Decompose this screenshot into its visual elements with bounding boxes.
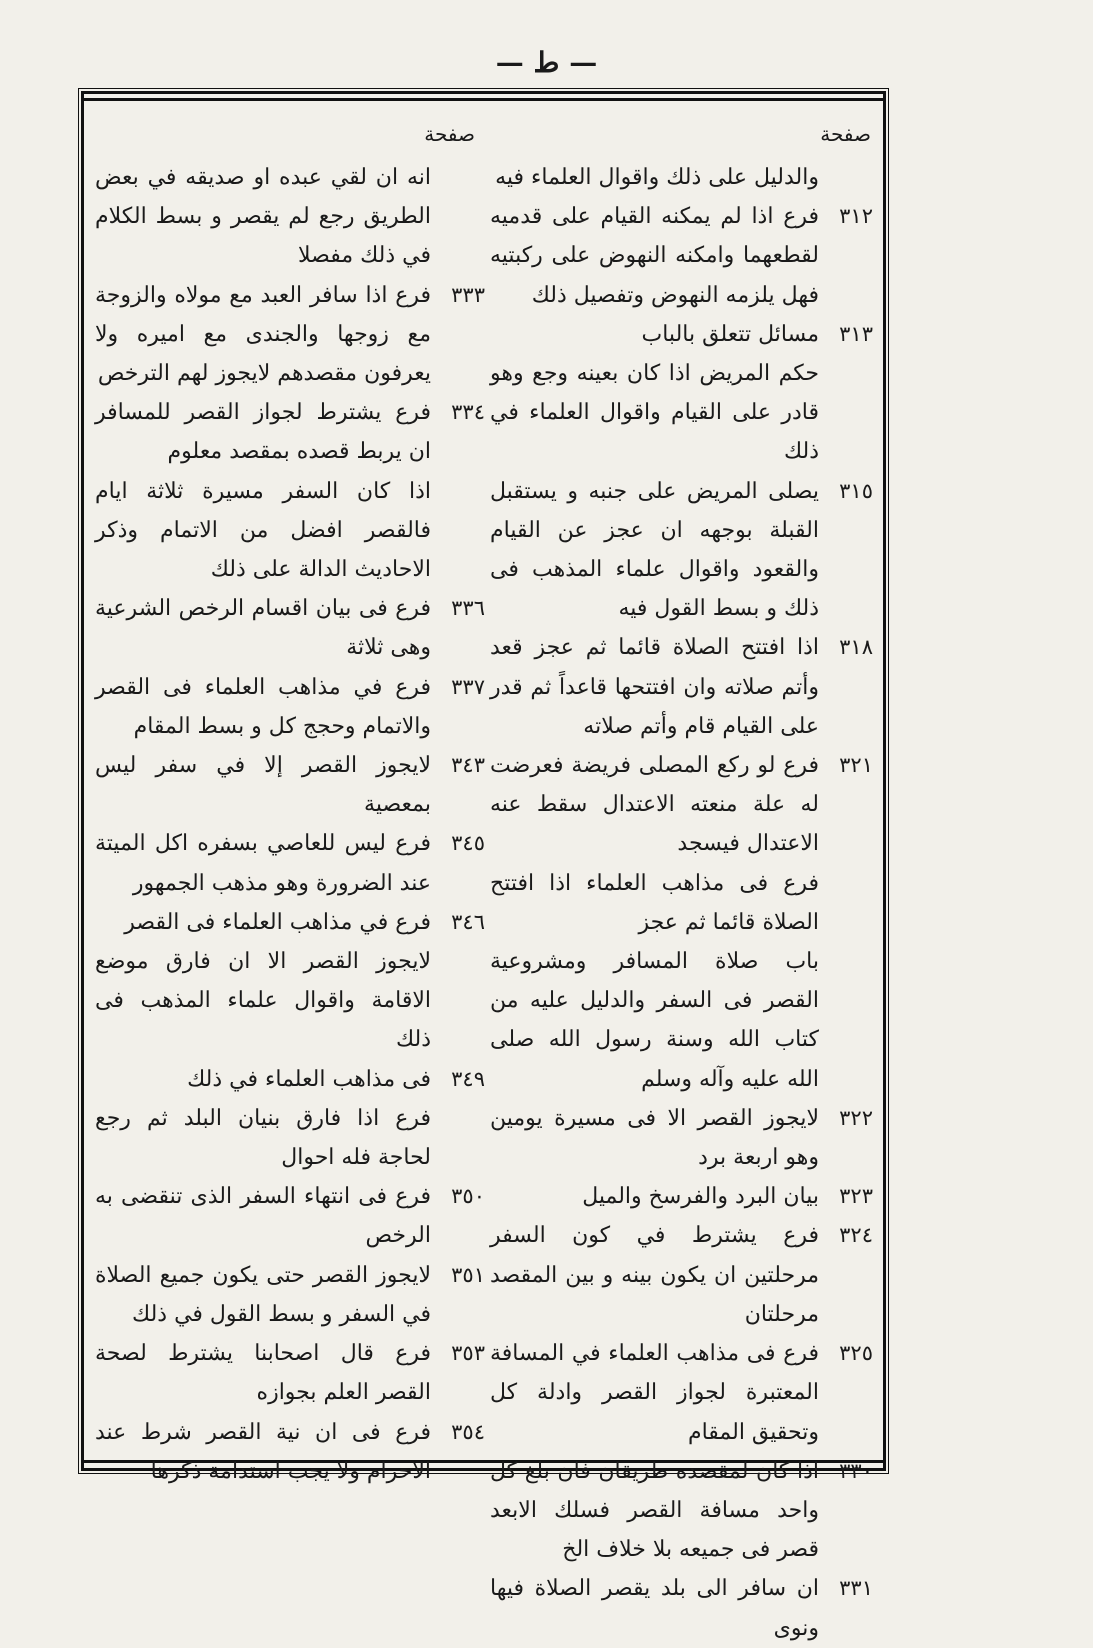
entry-text: فرع فى مذاهب العلماء في المسافة المعتبرة لجواز القصر وادلة كل وتحقيق المقام <box>490 1341 819 1445</box>
page-number: ٣٤٥ <box>451 831 485 856</box>
page-number: ٣١٨ <box>839 635 873 660</box>
entry-text: لايجوز القصر الا ان فارق موضع الاقامة واقوال علماء المذهب فى ذلك <box>95 949 431 1053</box>
toc-entry <box>95 942 487 1060</box>
toc-entry <box>95 824 487 902</box>
toc-entry <box>95 472 487 590</box>
entry-text: اذا افتتح الصلاة قائما ثم عجز قعد وأتم صلاته وان افتتحها قاعداً ثم قدر على القيام قام وأتم صلاته <box>490 635 819 739</box>
page-number: ٣٣٤ <box>451 400 485 425</box>
entry-text: فرع فى مذاهب العلماء اذا افتتح الصلاة قائما ثم عجز <box>490 870 819 935</box>
page-number: ٣١٢ <box>839 204 873 229</box>
entry-text: فرع فى بيان اقسام الرخص الشرعية وهى ثلاثة <box>95 596 431 661</box>
toc-entry <box>95 1060 487 1099</box>
toc-entry <box>490 1452 875 1570</box>
page-number: ٣٥٣ <box>451 1341 485 1366</box>
toc-entry <box>95 1177 487 1255</box>
toc-entry <box>490 472 875 629</box>
column-heading: صفحة <box>820 122 871 146</box>
entry-text: فرع فى انتهاء السفر الذى تنقضى به الرخص <box>95 1184 431 1249</box>
page-number: ٣٣٣ <box>451 282 485 307</box>
toc-entry <box>490 628 875 746</box>
toc-entry <box>490 1569 875 1647</box>
entry-text: فرع في مذاهب العلماء فى القصر <box>124 909 431 935</box>
right-column <box>490 110 875 1641</box>
entry-list <box>95 158 487 1491</box>
page-number: ٣٤٦ <box>451 909 485 934</box>
page-number: ٣٢٥ <box>839 1341 873 1366</box>
page-number: ٣٥٤ <box>451 1419 485 1444</box>
page-number: ٣٢٤ <box>839 1223 873 1248</box>
toc-entry <box>490 942 875 1099</box>
entry-text: فرع يشترط في كون السفر مرحلتين ان يكون بينه و بين المقصد مرحلتان <box>490 1223 819 1327</box>
toc-entry <box>95 903 487 942</box>
entry-text: فرع اذا فارق بنيان البلد ثم رجع لحاجة فله احوال <box>95 1105 431 1171</box>
page-number: ٣١٥ <box>839 478 873 503</box>
toc-entry <box>490 864 875 942</box>
entry-text: فرع في مذاهب العلماء فى القصر والاتمام وحجج كل و بسط المقام <box>95 674 431 739</box>
entry-text: يصلى المريض على جنبه و يستقبل القبلة بوجهه ان عجز عن القيام والقعود واقوال علماء المذهب فى ذلك و بسط القول فيه <box>490 478 819 622</box>
entry-text: مسائل تتعلق بالباب <box>641 321 819 347</box>
entry-text: فرع قال اصحابنا يشترط لصحة القصر العلم بجوازه <box>95 1341 431 1406</box>
entry-text: والدليل على ذلك واقوال العلماء فيه <box>495 165 819 190</box>
toc-entry <box>95 276 487 394</box>
entry-text: ان سافر الى بلد يقصر الصلاة فيها ونوى <box>490 1576 819 1641</box>
toc-entry <box>490 1334 875 1452</box>
toc-entry <box>490 1099 875 1177</box>
entry-text: انه ان لقي عبده او صديقه في بعض الطريق رجع لم يقصر و بسط الكلام في ذلك مفصلا <box>95 165 431 269</box>
toc-entry <box>490 1216 875 1334</box>
frame-rule-top <box>82 98 885 101</box>
entry-text: فى مذاهب العلماء في ذلك <box>187 1066 431 1092</box>
entry-text: حكم المريض اذا كان بعينه وجع وهو قادر على القيام واقوال العلماء في ذلك <box>490 361 819 465</box>
toc-entry <box>490 158 875 197</box>
toc-entry <box>95 1256 487 1334</box>
entry-text: اذا كان السفر مسيرة ثلاثة ايام فالقصر افضل من الاتمام وذكر الاحاديث الدالة على ذلك <box>95 478 431 583</box>
toc-entry <box>95 668 487 746</box>
left-column <box>95 110 487 1484</box>
entry-text: فرع ليس للعاصي بسفره اكل الميتة عند الضرورة وهو مذهب الجمهور <box>95 831 431 896</box>
entry-text: اذا كان لمقصده طريقان فان بلغ كل واحد مسافة القصر فسلك الابعد قصر فى جميعه بلا خلاف الخ <box>490 1458 819 1563</box>
page-number: ٣٣١ <box>839 1576 873 1601</box>
page-number: ٣٤٩ <box>451 1066 485 1091</box>
page-number: ٣١٣ <box>839 321 873 346</box>
entry-text: لايجوز القصر الا فى مسيرة يومين وهو اربعة برد <box>490 1105 819 1171</box>
toc-entry <box>95 1099 487 1177</box>
entry-text: فرع اذا لم يمكنه القيام على قدميه لقطعهما وامكنه النهوض على ركبتيه فهل يلزمه النهوض وتفصيل ذلك <box>490 204 819 308</box>
entry-text: فرع لو ركع المصلى فريضة فعرضت له علة منعته الاعتدال سقط عنه الاعتدال فيسجد <box>490 753 819 857</box>
entry-text: باب صلاة المسافر ومشروعية القصر فى السفر والدليل عليه من كتاب الله وسنة رسول الله صلى الله عليه وآله وسلم <box>490 949 819 1092</box>
entry-text: لايجوز القصر حتى يكون جميع الصلاة في السفر و بسط القول في ذلك <box>95 1262 431 1327</box>
entry-text: بيان البرد والفرسخ والميل <box>582 1184 819 1210</box>
page-number: ٣٢٢ <box>839 1105 873 1130</box>
page-number: ٣٣٧ <box>451 674 485 699</box>
toc-entry <box>95 393 487 471</box>
entry-text: لايجوز القصر إلا في سفر ليس بمعصية <box>95 753 431 818</box>
toc-entry <box>490 746 875 864</box>
toc-entry <box>95 746 487 824</box>
page-number: ٣٤٣ <box>451 753 485 778</box>
toc-entry <box>95 1413 487 1491</box>
entry-text: فرع اذا سافر العبد مع مولاه والزوجة مع زوجها والجندى مع اميره ولا يعرفون مقصدهم لايجوز لهم الترخص <box>95 282 431 387</box>
column-heading: صفحة <box>424 122 475 146</box>
toc-entry <box>490 354 875 472</box>
entry-list <box>490 158 875 1648</box>
page-number: ٣٣٦ <box>451 596 485 621</box>
page-number: ٣٢٣ <box>839 1184 873 1209</box>
page-number: ٣٢١ <box>839 753 873 778</box>
page-number: ٣٥٠ <box>451 1184 485 1209</box>
toc-entry <box>95 1334 487 1412</box>
page-number: ٣٣٠ <box>839 1458 873 1483</box>
page-number: ٣٥١ <box>451 1262 485 1287</box>
toc-entry <box>490 197 875 315</box>
entry-text: فرع فى ان نية القصر شرط عند الاحرام ولا يجب استدامة ذكرها <box>95 1419 431 1484</box>
page-marker: — ط — <box>495 46 598 79</box>
toc-entry <box>490 1177 875 1216</box>
toc-entry <box>95 158 487 276</box>
entry-text: فرع يشترط لجواز القصر للمسافر ان يربط قصده بمقصد معلوم <box>95 400 431 465</box>
toc-entry <box>490 315 875 354</box>
toc-entry <box>95 589 487 667</box>
